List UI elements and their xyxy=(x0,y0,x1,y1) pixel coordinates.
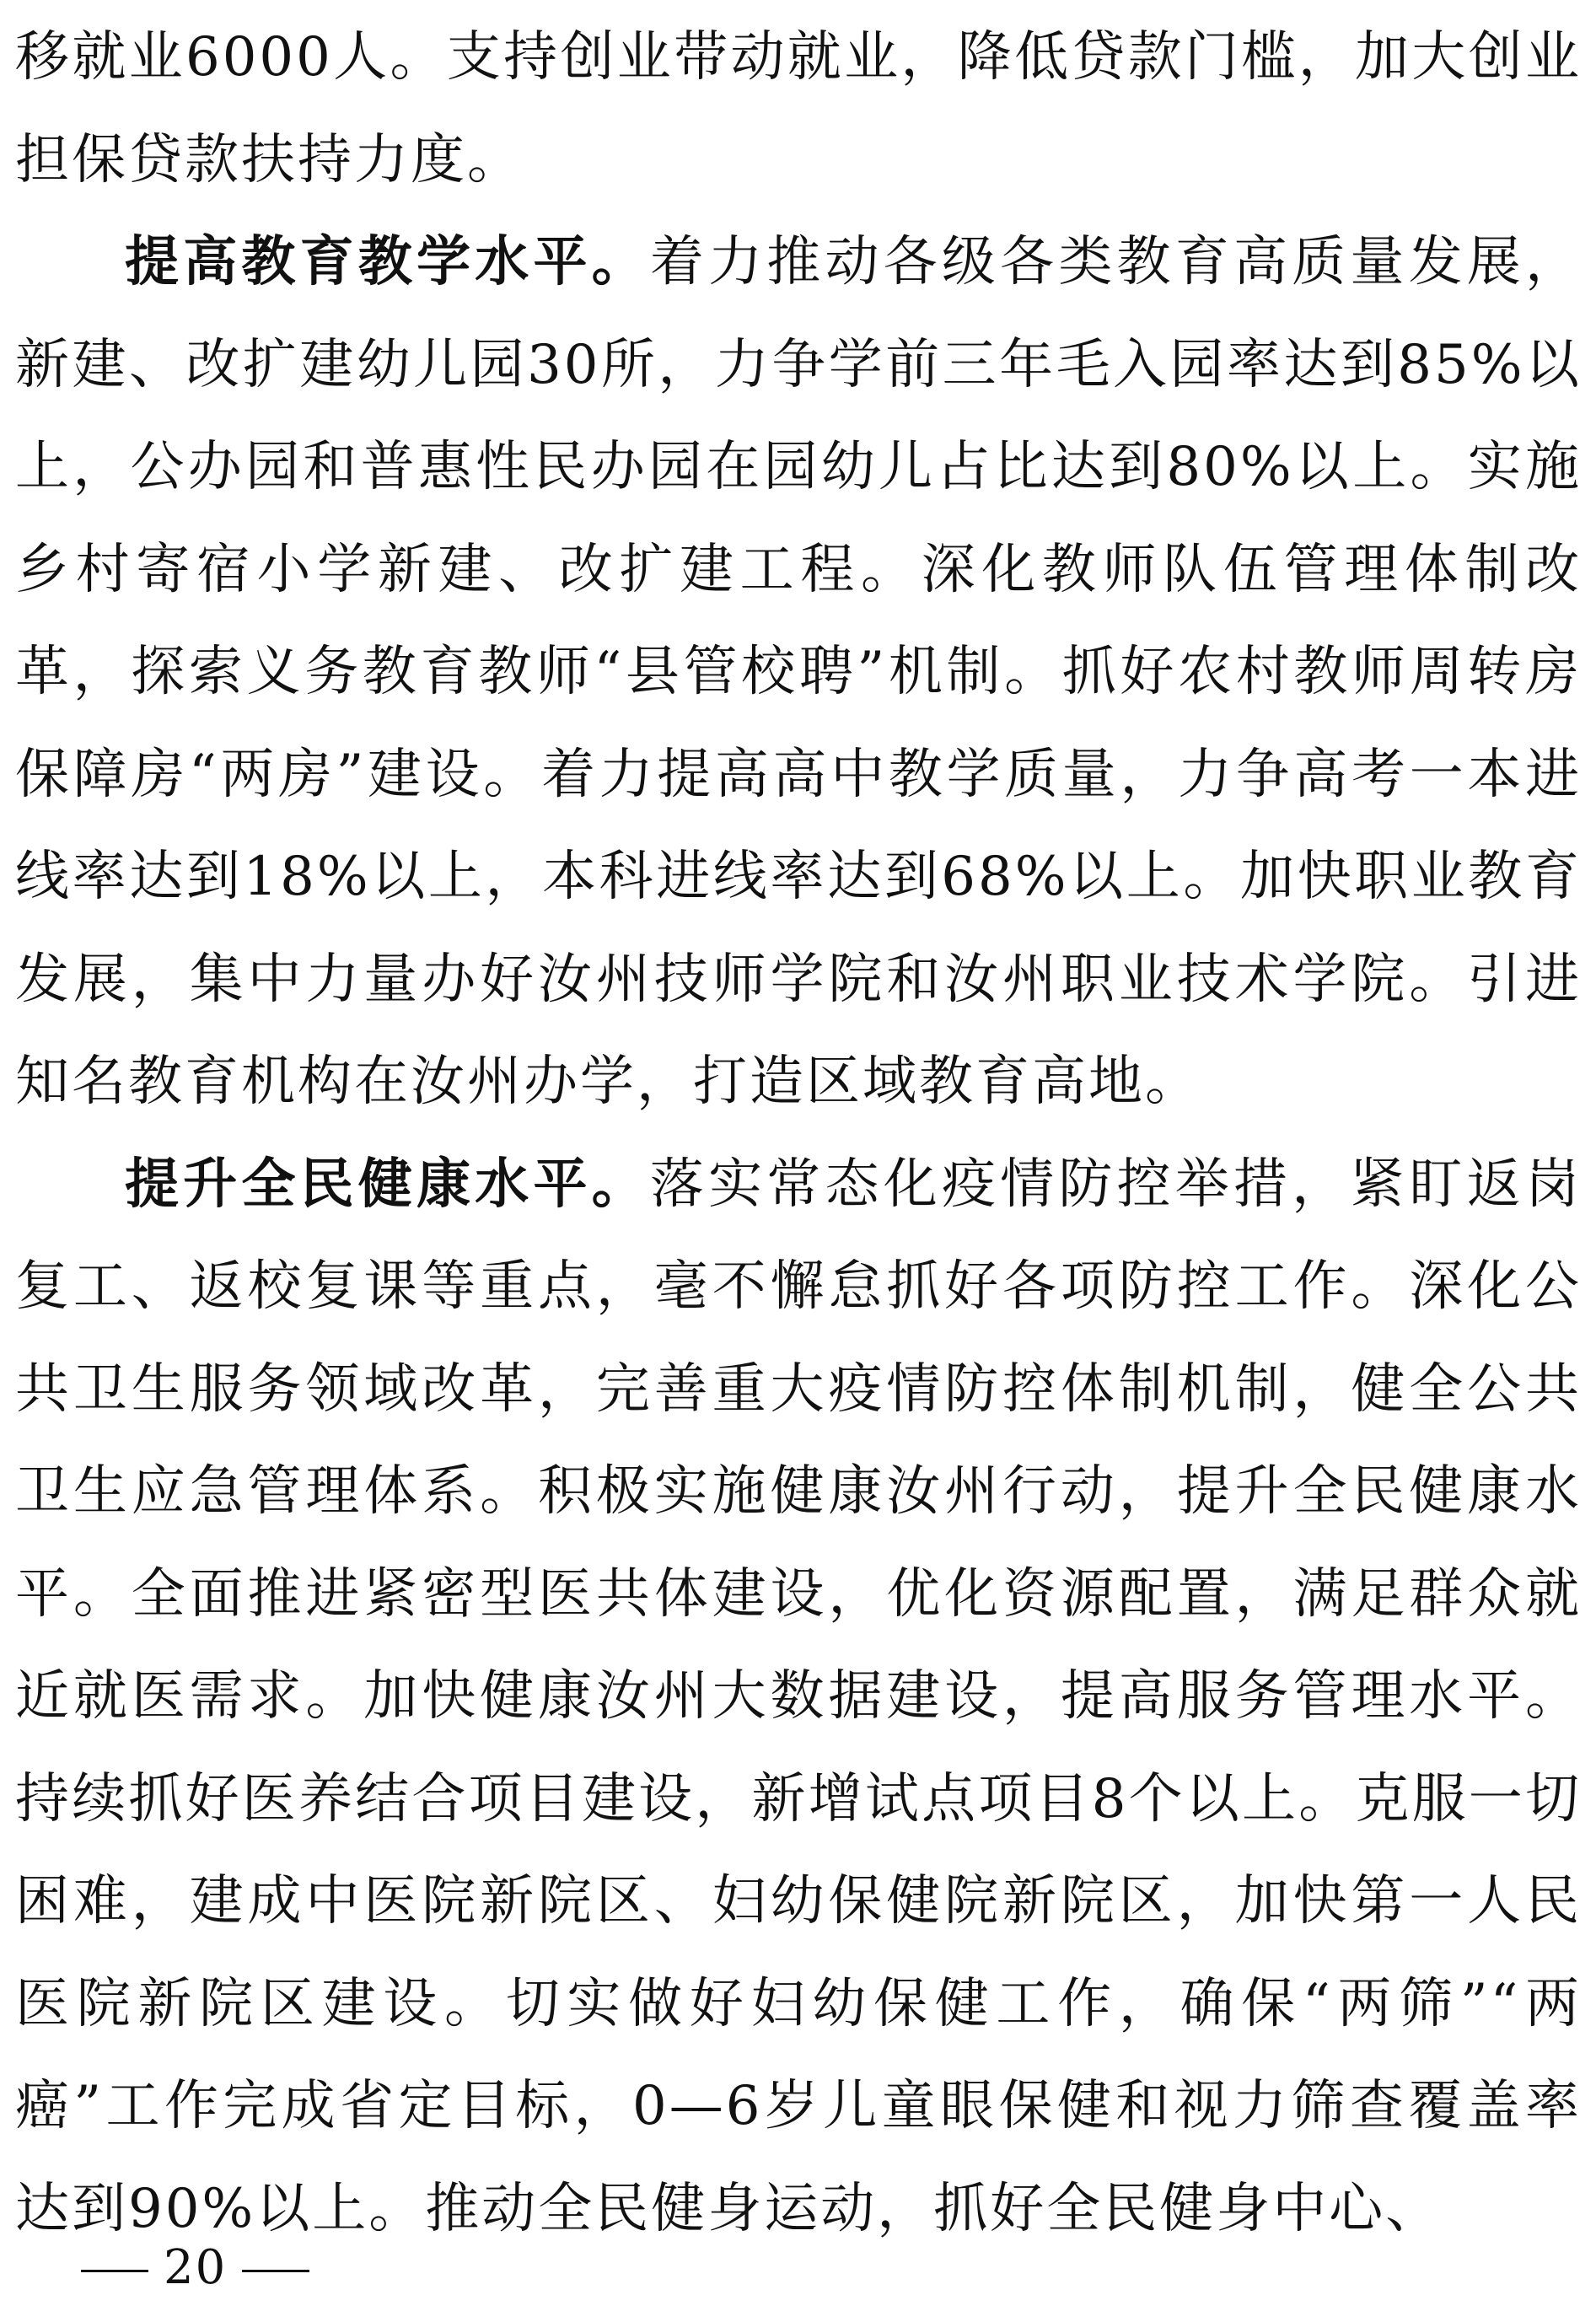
paragraph-employment-continuation xyxy=(15,7,1582,212)
paragraph-heading: 提升全民健康水平。 xyxy=(125,1153,650,1216)
paragraph-education xyxy=(15,212,1582,1134)
footer-right-dash xyxy=(242,2270,309,2272)
document-page xyxy=(15,0,1582,2322)
page-footer xyxy=(66,2234,325,2302)
page-number: 20 xyxy=(164,2240,228,2295)
paragraph-health xyxy=(15,1134,1582,2261)
paragraph-text: 落实常态化疫情防控举措，紧盯返岗复工、返校复课等重点，毫不懈怠抓好各项防控工作。深化公共卫生服务领域改革，完善重大疫情防控体制机制，健全公共卫生应急管理体系。积极实施健康汝州行动，提升全民健康水平。全面推进紧密型医共体建设，优化资源配置，满足群众就近就医需求。加快健康汝州大数据建设，提高服务管理水平。持续抓好医养结合项目建设，新增试点项目8个以上。克服一切困难，建成中医院新院区、妇幼保健院新院区，加快第一人民医院新院区建设。切实做好妇幼保健工作，确保“两筛”“两癌”工作完成省定目标，0—6岁儿童眼保健和视力筛查覆盖率达到90%以上。推动全民健身运动，抓好全民健身中心、 xyxy=(15,1153,1582,2240)
paragraph-text: 着力推动各级各类教育高质量发展，新建、改扩建幼儿园30所，力争学前三年毛入园率达到85%以上，公办园和普惠性民办园在园幼儿占比达到80%以上。实施乡村寄宿小学新建、改扩建工程。深化教师队伍管理体制改革，探索义务教育教师“县管校聘”机制。抓好农村教师周转房保障房“两房”建设。着力提高高中教学质量，力争高考一本进线率达到18%以上，本科进线率达到68%以上。加快职业教育发展，集中力量办好汝州技师学院和汝州职业技术学院。引进知名教育机构在汝州办学，打造区域教育高地。 xyxy=(15,231,1582,1113)
paragraph-text: 移就业6000人。支持创业带动就业，降低贷款门槛，加大创业担保贷款扶持力度。 xyxy=(15,26,1582,191)
paragraph-heading: 提高教育教学水平。 xyxy=(125,231,650,293)
body-text xyxy=(15,7,1582,2260)
footer-left-dash xyxy=(81,2270,148,2272)
